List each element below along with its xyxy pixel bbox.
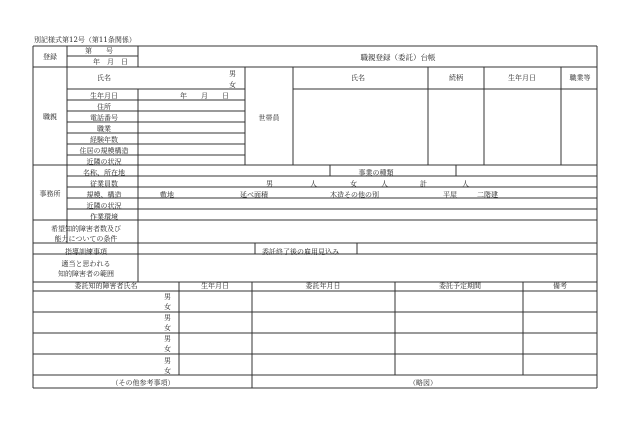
shokushin-sex-male: 男 <box>229 70 236 78</box>
desired-count-label-1: 希望知的障害者数及び <box>51 225 121 233</box>
form-header-note: 別記様式第12号（第11条関係） <box>34 36 136 44</box>
office-employees-label: 従業員数 <box>90 180 118 188</box>
consign-row-sex-male: 男 <box>164 335 171 343</box>
office-scale-floor: 延べ面積 <box>240 191 268 199</box>
office-employees-person3: 人 <box>462 180 469 188</box>
shokushin-house-label: 住居の規模構造 <box>79 147 129 155</box>
consign-row-sex-female: 女 <box>164 367 171 375</box>
consign-row-sex-female: 女 <box>164 324 171 332</box>
registration-number: 第 号 <box>85 47 113 55</box>
household-col-relation: 続柄 <box>449 74 463 82</box>
office-scale-site: 敷地 <box>160 191 174 199</box>
shokushin-sex-female: 女 <box>229 81 236 89</box>
office-employees-person2: 人 <box>381 180 388 188</box>
shokushin-occupation-label: 職業 <box>97 125 111 133</box>
office-employees-person1: 人 <box>310 180 317 188</box>
employment-prospect-label: 委託終了後の雇用見込み <box>262 248 339 256</box>
other-reference-label: （その他参考事項） <box>111 379 175 387</box>
consign-col-birthdate: 生年月日 <box>201 282 229 290</box>
suitable-range-label-1: 適当と思われる <box>61 260 111 268</box>
consign-col-remarks: 備考 <box>553 282 567 290</box>
shokushin-phone-label: 電話番号 <box>90 114 118 122</box>
office-scale-label: 規模、構造 <box>86 191 122 199</box>
office-work-env-label: 作業環境 <box>90 213 118 221</box>
desired-count-label-2: 能力についての条件 <box>54 235 118 243</box>
office-label: 事務所 <box>39 190 61 198</box>
consign-col-date: 委託年月日 <box>305 282 341 290</box>
household-label: 世帯員 <box>258 114 280 122</box>
form-title: 職親登録（委託）台帳 <box>360 53 436 62</box>
shokushin-birthdate-value: 年 月 日 <box>180 92 229 100</box>
consign-col-period: 委託予定期間 <box>439 282 481 290</box>
shokushin-neighborhood-label: 近隣の状況 <box>86 158 122 166</box>
consign-col-name: 委託知的障害者氏名 <box>74 282 138 290</box>
shokushin-address-label: 住所 <box>97 103 111 111</box>
consign-row-sex-female: 女 <box>164 345 171 353</box>
office-neighborhood-label: 近隣の状況 <box>86 202 122 210</box>
registration-date: 年 月 日 <box>93 58 128 66</box>
training-label: 指導訓練事項 <box>65 248 107 256</box>
shokushin-name-label: 氏名 <box>97 74 111 82</box>
consign-row-sex-male: 男 <box>164 293 171 301</box>
office-scale-structure: 木造その他の別 <box>330 191 379 199</box>
shokushin-experience-label: 経験年数 <box>90 136 118 144</box>
office-employees-total: 計 <box>420 180 427 188</box>
household-col-occupation: 職業等 <box>569 74 591 82</box>
office-business-type-label: 事業の種類 <box>358 169 394 177</box>
office-employees-male: 男 <box>266 180 273 188</box>
consign-row-sex-male: 男 <box>164 357 171 365</box>
household-col-birthdate: 生年月日 <box>508 74 536 82</box>
suitable-range-label-2: 知的障害者の範囲 <box>58 270 114 278</box>
shokushin-birthdate-label: 生年月日 <box>90 92 118 100</box>
office-scale-one-story: 平屋 <box>443 191 457 199</box>
household-col-name: 氏名 <box>351 74 365 82</box>
consign-row-sex-female: 女 <box>164 303 171 311</box>
map-label: （略図） <box>409 379 437 387</box>
office-scale-two-story: 二階建 <box>477 191 498 199</box>
office-name-location-label: 名称、所在地 <box>83 169 125 177</box>
office-employees-female: 女 <box>350 180 357 188</box>
shokushin-label: 職親 <box>43 113 57 121</box>
registration-label: 登録 <box>43 53 57 61</box>
consign-row-sex-male: 男 <box>164 314 171 322</box>
